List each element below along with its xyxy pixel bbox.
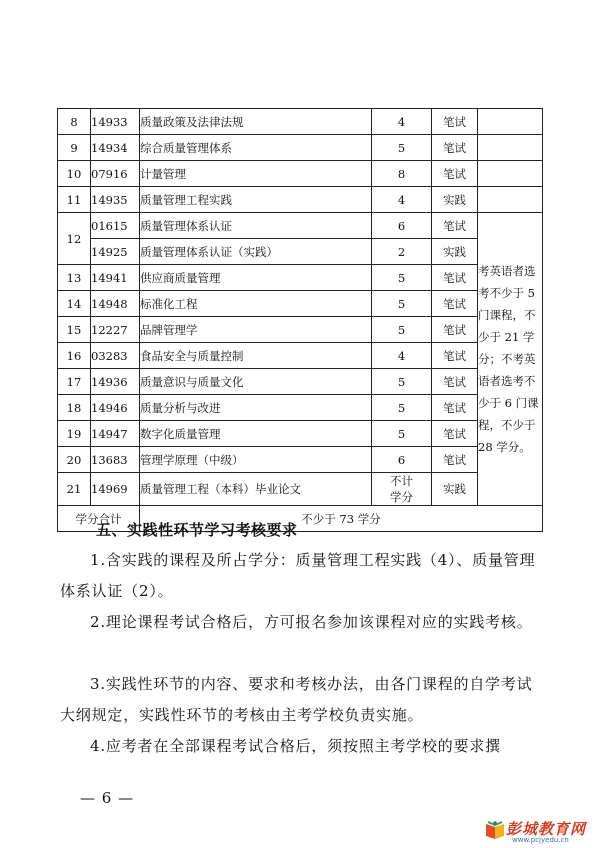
row-seq: 12 <box>58 213 91 265</box>
table-row <box>58 161 543 187</box>
row-seq: 17 <box>58 369 91 395</box>
table-row <box>58 187 543 213</box>
row-credit: 5 <box>372 265 432 291</box>
row-exam-type: 笔试 <box>432 213 478 239</box>
row-credit: 6 <box>372 447 432 473</box>
row-code: 14933 <box>91 109 140 135</box>
row-seq: 8 <box>58 109 91 135</box>
row-seq: 10 <box>58 161 91 187</box>
note-empty-cell <box>478 187 543 213</box>
row-course-name: 管理学原理（中级） <box>140 447 372 473</box>
table-row <box>58 265 543 291</box>
row-course-name: 计量管理 <box>140 161 372 187</box>
elective-requirement-note <box>478 213 543 506</box>
row-credit: 5 <box>372 395 432 421</box>
row-code: 12227 <box>91 317 140 343</box>
note-empty-cell <box>478 135 543 161</box>
row-seq: 15 <box>58 317 91 343</box>
row-seq: 13 <box>58 265 91 291</box>
row-seq: 19 <box>58 421 91 447</box>
row-exam-type: 笔试 <box>432 109 478 135</box>
row-seq: 9 <box>58 135 91 161</box>
row-exam-type: 实践 <box>432 187 478 213</box>
row-credit: 5 <box>372 291 432 317</box>
row-seq: 11 <box>58 187 91 213</box>
row-course-name: 数字化质量管理 <box>140 421 372 447</box>
note-line: 分；不考英 <box>478 352 536 366</box>
row-code: 14925 <box>91 239 140 265</box>
row-code: 14934 <box>91 135 140 161</box>
summary-label: 学分合计 <box>58 506 140 532</box>
site-watermark-logo <box>484 818 600 848</box>
row-exam-type: 笔试 <box>432 317 478 343</box>
row-credit: 4 <box>372 109 432 135</box>
row-exam-type: 笔试 <box>432 395 478 421</box>
row-code: 14936 <box>91 369 140 395</box>
table-row <box>58 369 543 395</box>
table-row <box>58 473 543 506</box>
page-number: — 6 — <box>80 789 135 807</box>
row-credit: 4 <box>372 343 432 369</box>
row-seq: 21 <box>58 473 91 506</box>
row-credit: 5 <box>372 317 432 343</box>
row-code: 14969 <box>91 473 140 506</box>
row-code: 14948 <box>91 291 140 317</box>
row-code: 14935 <box>91 187 140 213</box>
row-credit: 5 <box>372 421 432 447</box>
section-heading: 五、实践性环节学习考核要求 <box>96 521 298 539</box>
row-code: 01615 <box>91 213 140 239</box>
row-credit: 6 <box>372 213 432 239</box>
table-row <box>58 291 543 317</box>
table-row <box>58 109 543 135</box>
paragraph: 3.实践性环节的内容、要求和考核办法，由各门课程的自学考试大纲规定，实践性环节的考核由主考学校负责实施。 <box>60 675 533 724</box>
row-course-name: 供应商质量管理 <box>140 265 372 291</box>
row-course-name: 质量意识与质量文化 <box>140 369 372 395</box>
table-row <box>58 213 543 239</box>
row-code: 07916 <box>91 161 140 187</box>
watermark-title: 彭城教育网 <box>506 820 587 838</box>
watermark-url: www.pcjyedu.cn <box>512 836 569 844</box>
row-exam-type: 笔试 <box>432 369 478 395</box>
paragraph: 2.理论课程考试合格后，方可报名参加该课程对应的实践考核。 <box>90 613 533 631</box>
row-credit: 4 <box>372 187 432 213</box>
row-code: 14941 <box>91 265 140 291</box>
row-course-name: 食品安全与质量控制 <box>140 343 372 369</box>
row-course-name: 质量管理体系认证（实践） <box>140 239 372 265</box>
paragraph: 4.应考者在全部课程考试合格后，须按照主考学校的要求撰 <box>90 737 501 755</box>
row-exam-type: 笔试 <box>432 447 478 473</box>
row-code: 14946 <box>91 395 140 421</box>
row-credit <box>372 473 432 506</box>
row-seq: 16 <box>58 343 91 369</box>
row-seq: 18 <box>58 395 91 421</box>
row-credit: 5 <box>372 369 432 395</box>
note-line: 28 学分。 <box>478 440 531 454</box>
row-code: 14947 <box>91 421 140 447</box>
row-course-name: 质量分析与改进 <box>140 395 372 421</box>
row-credit: 5 <box>372 135 432 161</box>
summary-value: 不少于 73 学分 <box>140 506 543 532</box>
row-exam-type: 笔试 <box>432 265 478 291</box>
table-row <box>58 135 543 161</box>
table-row <box>58 447 543 473</box>
row-credit: 8 <box>372 161 432 187</box>
book-icon <box>484 820 506 840</box>
row-code: 13683 <box>91 447 140 473</box>
row-course-name: 质量管理体系认证 <box>140 213 372 239</box>
note-line: 考不少于 5 <box>478 286 535 300</box>
paragraph: 1.含实践的课程及所占学分：质量管理工程实践（4）、质量管理体系认证（2）。 <box>60 551 536 600</box>
row-exam-type: 笔试 <box>432 421 478 447</box>
row-course-name: 品牌管理学 <box>140 317 372 343</box>
note-empty-cell <box>478 109 543 135</box>
table-row <box>58 395 543 421</box>
row-exam-type: 实践 <box>432 239 478 265</box>
note-empty-cell <box>478 161 543 187</box>
row-course-name: 综合质量管理体系 <box>140 135 372 161</box>
row-course-name: 质量政策及法律法规 <box>140 109 372 135</box>
row-credit: 2 <box>372 239 432 265</box>
row-exam-type: 笔试 <box>432 135 478 161</box>
row-seq: 20 <box>58 447 91 473</box>
row-course-name: 质量管理工程实践 <box>140 187 372 213</box>
credit-line: 学分 <box>390 490 413 504</box>
row-course-name: 标准化工程 <box>140 291 372 317</box>
row-code: 03283 <box>91 343 140 369</box>
row-exam-type: 实践 <box>432 473 478 506</box>
credit-line: 不计 <box>390 474 413 488</box>
row-seq: 14 <box>58 291 91 317</box>
row-exam-type: 笔试 <box>432 161 478 187</box>
note-line: 少于 21 学 <box>478 330 535 344</box>
table-row <box>58 317 543 343</box>
note-line: 少于 6 门课 <box>478 396 539 410</box>
note-line: 门课程，不 <box>478 308 536 322</box>
table-row <box>58 343 543 369</box>
note-line: 程，不少于 <box>478 418 536 432</box>
row-course-name: 质量管理工程（本科）毕业论文 <box>140 473 372 506</box>
table-row <box>58 239 543 265</box>
table-row <box>58 421 543 447</box>
course-table <box>57 108 543 532</box>
note-line: 考英语者选 <box>478 264 536 278</box>
row-exam-type: 笔试 <box>432 291 478 317</box>
note-line: 语者选考不 <box>478 374 536 388</box>
row-exam-type: 笔试 <box>432 343 478 369</box>
